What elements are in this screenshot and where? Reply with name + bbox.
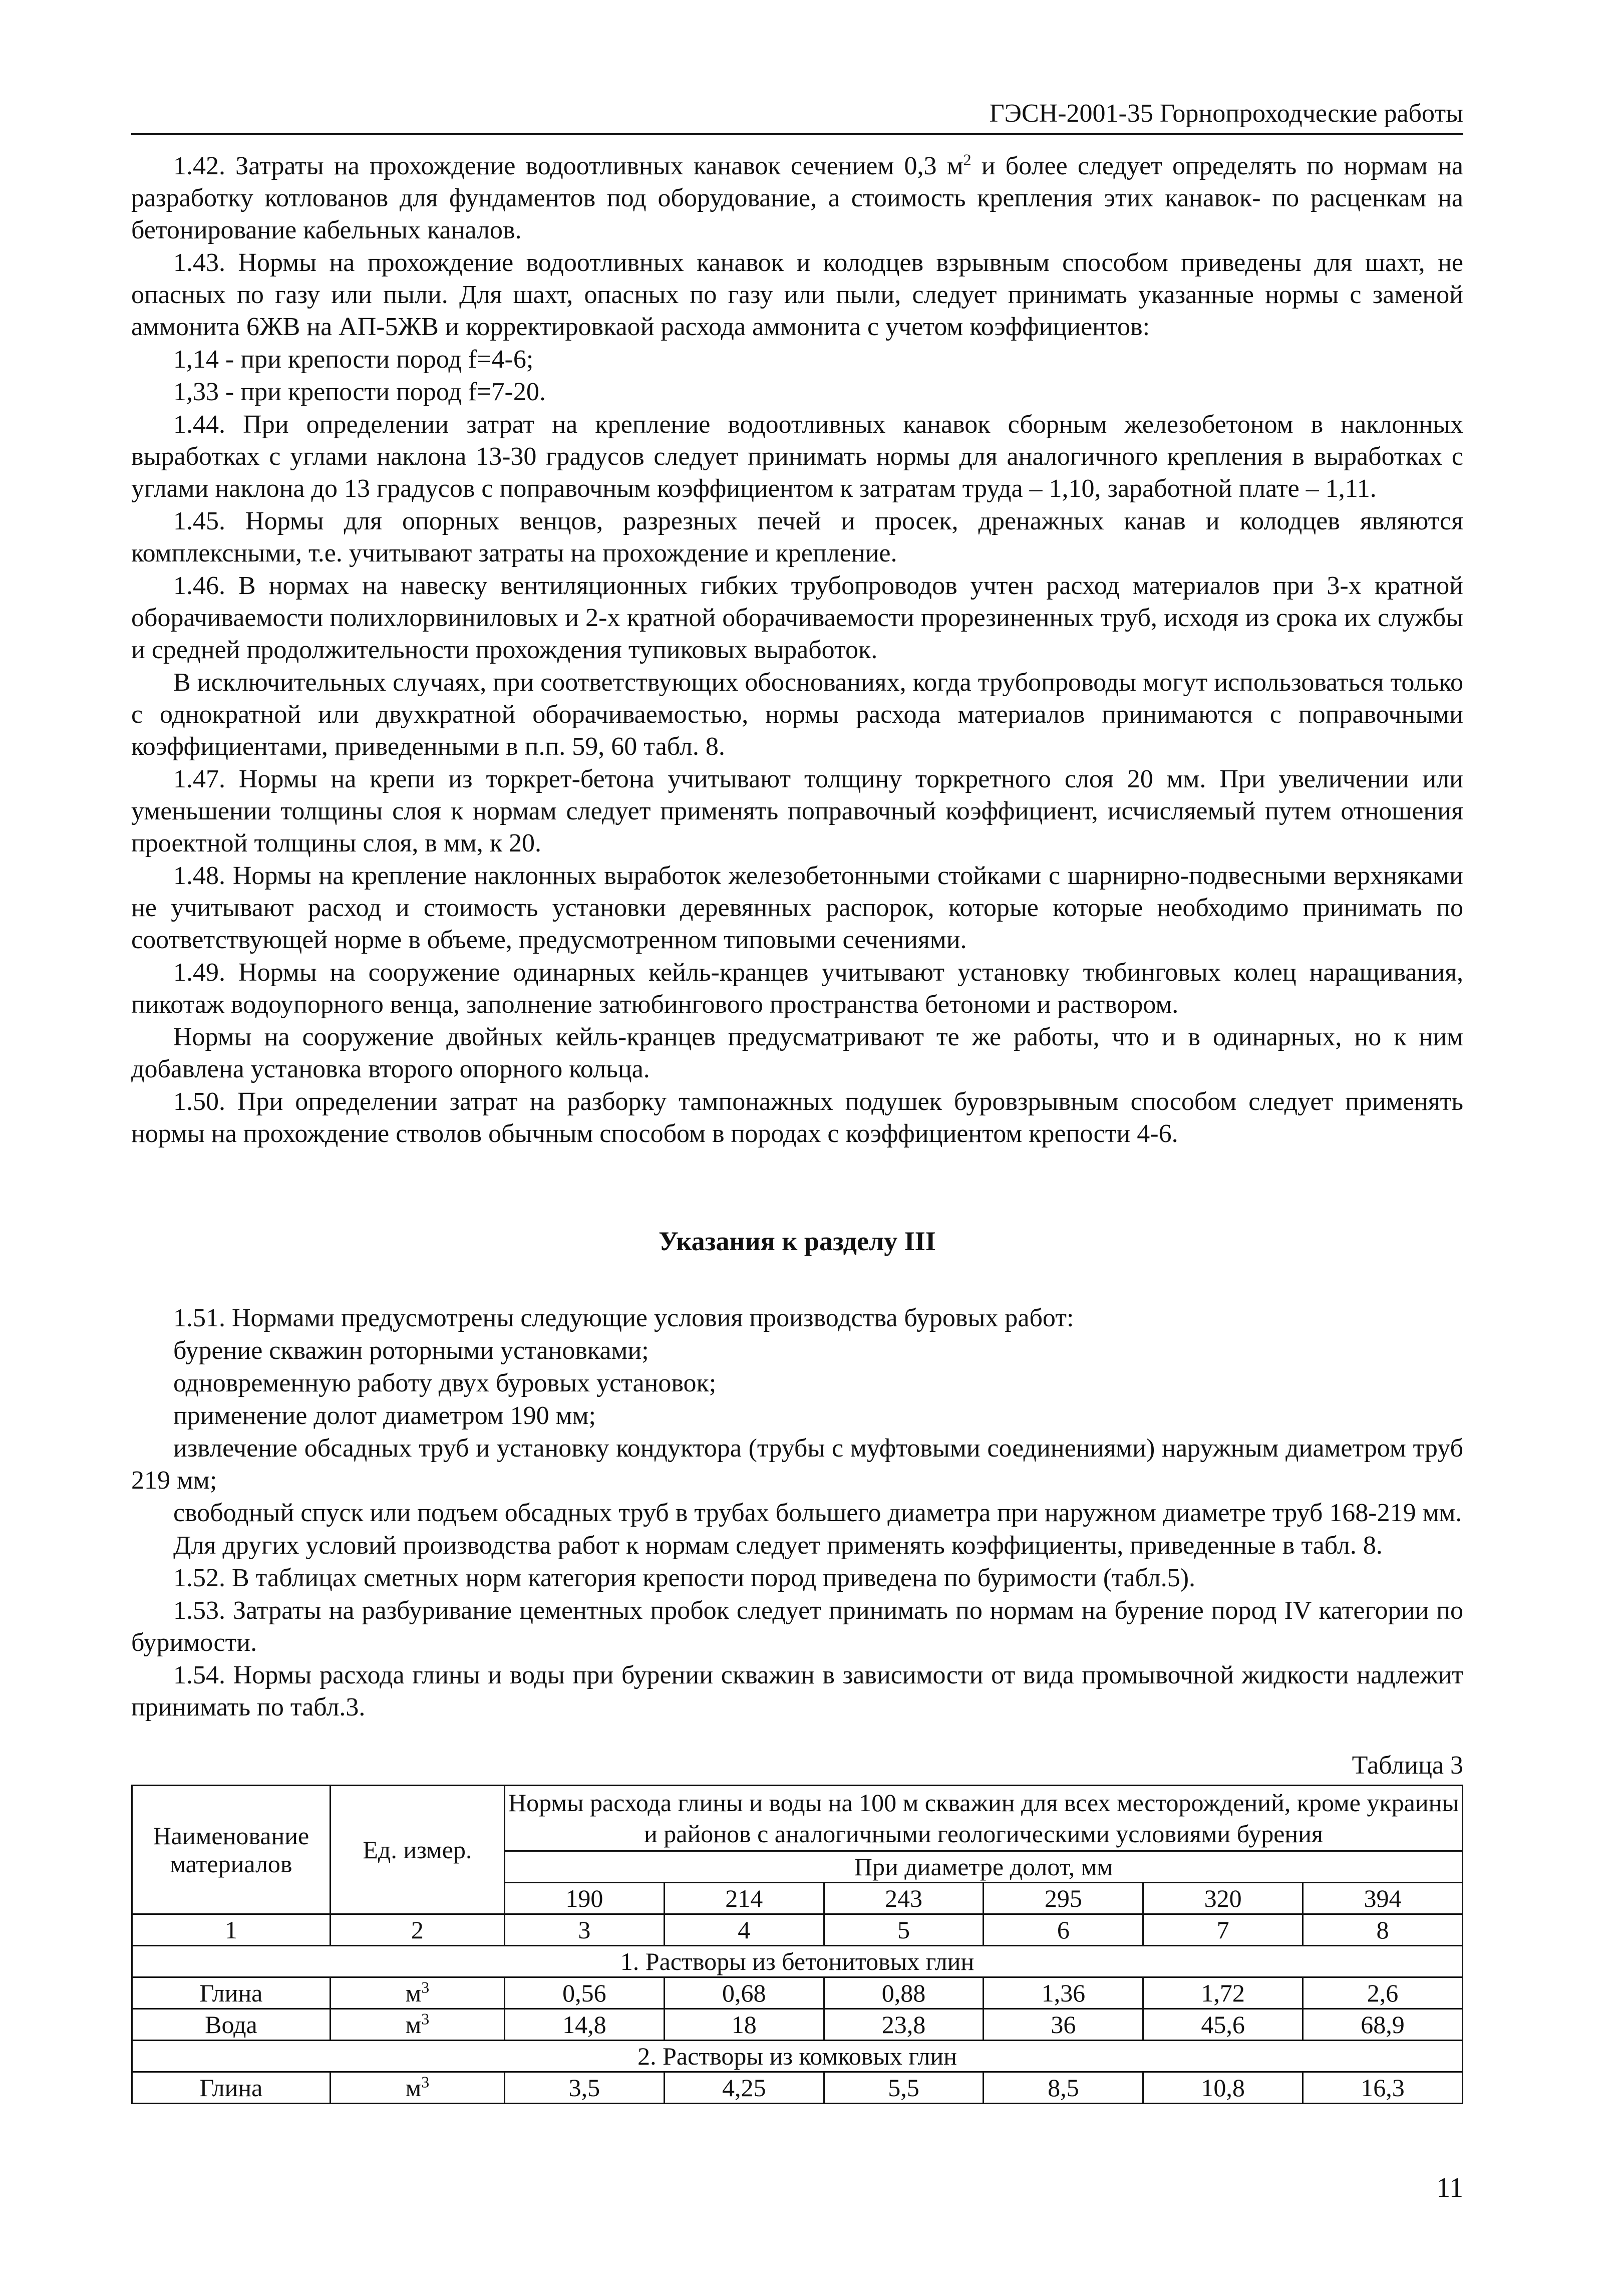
value-cell: 0,68 xyxy=(664,1977,824,2009)
value-cell: 1,72 xyxy=(1143,1977,1303,2009)
paragraph xyxy=(131,1086,1463,1150)
value-cell: 2,6 xyxy=(1303,1977,1463,2009)
material-name-cell: Вода xyxy=(132,2009,331,2041)
paragraph-text: В исключительных случаях, при соответствующих обоснованиях, когда трубопроводы могут использоваться только с однократной или двухкратной оборачиваемостью, нормы расхода материалов принимаются с поправочными коэффициентами, приведенными в п.п. 59, 60 табл. 8. xyxy=(131,668,1463,761)
value-cell: 23,8 xyxy=(824,2009,984,2041)
unit-superscript: 3 xyxy=(421,2073,430,2091)
value-cell: 18 xyxy=(664,2009,824,2041)
value-cell: 68,9 xyxy=(1303,2009,1463,2041)
table-body xyxy=(132,1946,1463,2104)
paragraph xyxy=(131,1021,1463,1085)
paragraph-text: 1.50. При определении затрат на разборку тампонажных подушек буровзрывным способом следует применять нормы на прохождение стволов обычным способом в породах с коэффициентом крепости 4-6. xyxy=(131,1087,1463,1148)
paragraph xyxy=(131,1400,1463,1432)
paragraph xyxy=(131,1367,1463,1399)
page-header xyxy=(131,98,1463,135)
paragraph xyxy=(131,1497,1463,1529)
column-number-cell: 2 xyxy=(330,1914,504,1946)
column-number-cell: 1 xyxy=(132,1914,331,1946)
paragraphs-section-a xyxy=(131,150,1463,1150)
value-cell: 1,36 xyxy=(984,1977,1143,2009)
unit-superscript: 3 xyxy=(421,1978,430,1996)
unit-superscript: 3 xyxy=(421,2010,430,2028)
diameter-cell: 190 xyxy=(504,1883,664,1914)
section-title: Указания к разделу III xyxy=(659,1226,936,1256)
paragraph-text: 1.47. Нормы на крепи из торкрет-бетона учитывают толщину торкретного слоя 20 мм. При увеличении или уменьшении толщины слоя к нормам следует применять поправочный коэффициент, исчисляемый путем отношения проектной толщины слоя, в мм, к 20. xyxy=(131,765,1463,857)
column-number-cell: 4 xyxy=(664,1914,824,1946)
column-number-row xyxy=(132,1914,1463,1946)
paragraph xyxy=(131,570,1463,666)
paragraph xyxy=(131,1432,1463,1497)
table-caption: Таблица 3 xyxy=(1352,1751,1463,1780)
unit-text: м xyxy=(405,2011,422,2039)
paragraph xyxy=(131,667,1463,763)
unit-text: м xyxy=(405,2074,422,2102)
value-cell: 10,8 xyxy=(1143,2072,1303,2104)
table-row xyxy=(132,1977,1463,2009)
header-diameter-cell: При диаметре долот, мм xyxy=(504,1851,1462,1883)
paragraph xyxy=(131,505,1463,569)
paragraph-text: Нормы на сооружение двойных кейль-кранцев предусматривают те же работы, что и в одинарных, но к ним добавлена установка второго опорного кольца. xyxy=(131,1023,1463,1083)
page-number: 11 xyxy=(1436,2172,1463,2203)
header-group-cell: Нормы расхода глины и воды на 100 м скважин для всех месторождений, кроме украины и районов с аналогичными геологическими условиями бурения xyxy=(504,1786,1462,1851)
section-title-cell: 2. Растворы из комковых глин xyxy=(132,2041,1463,2072)
column-number-cell: 7 xyxy=(1143,1914,1303,1946)
section-title-cell: 1. Растворы из бетонитовых глин xyxy=(132,1946,1463,1977)
paragraph xyxy=(131,344,1463,376)
material-name-cell: Глина xyxy=(132,2072,331,2104)
paragraph-text: 1.45. Нормы для опорных венцов, разрезных печей и просек, дренажных канав и колодцев являются комплексными, т.е. учитывают затраты на прохождение и крепление. xyxy=(131,507,1463,567)
paragraph xyxy=(131,1335,1463,1367)
table-row xyxy=(132,2072,1463,2104)
paragraph xyxy=(131,763,1463,859)
paragraph-text: свободный спуск или подъем обсадных труб в трубах большего диаметра при наружном диаметре труб 168-219 мм. xyxy=(173,1499,1462,1527)
value-cell: 5,5 xyxy=(824,2072,984,2104)
column-number-cell: 3 xyxy=(504,1914,664,1946)
superscript: 2 xyxy=(963,150,972,169)
section-row xyxy=(132,2041,1463,2072)
value-cell: 45,6 xyxy=(1143,2009,1303,2041)
unit-cell xyxy=(330,1977,504,2009)
paragraph-text: 1.43. Нормы на прохождение водоотливных канавок и колодцев взрывным способом приведены для шахт, не опасных по газу или пыли. Для шахт, опасных по газу или пыли, следует принимать указанные нормы с заменой аммонита 6ЖВ на АП-5ЖВ и корректировкаой расхода аммонита с учетом коэффициентов: xyxy=(131,248,1463,341)
paragraph-text: 1.42. Затраты на прохождение водоотливных канавок сечением 0,3 м xyxy=(173,152,963,180)
paragraphs-section-b xyxy=(131,1302,1463,1724)
paragraph-text: 1.53. Затраты на разбуривание цементных пробок следует принимать по нормам на бурение пород IV категории по буримости. xyxy=(131,1596,1463,1657)
paragraph xyxy=(131,1595,1463,1659)
value-cell: 4,25 xyxy=(664,2072,824,2104)
section-row xyxy=(132,1946,1463,1977)
paragraph xyxy=(131,376,1463,408)
value-cell: 36 xyxy=(984,2009,1143,2041)
header-name-cell: Наименование материалов xyxy=(132,1786,331,1914)
value-cell: 14,8 xyxy=(504,2009,664,2041)
unit-cell xyxy=(330,2072,504,2104)
diameter-cell: 295 xyxy=(984,1883,1143,1914)
paragraph-text-tail: и более следует определять по нормам на разработку котлованов для фундаментов под оборудование, а стоимость крепления этих канавок- по расценкам на бетонирование кабельных каналов. xyxy=(131,152,1463,244)
diameter-cell: 243 xyxy=(824,1883,984,1914)
paragraph xyxy=(131,1659,1463,1724)
unit-cell xyxy=(330,2009,504,2041)
paragraph xyxy=(131,1530,1463,1562)
column-number-cell: 5 xyxy=(824,1914,984,1946)
paragraph-text: 1.49. Нормы на сооружение одинарных кейль-кранцев учитывают установку тюбинговых колец наращивания, пикотаж водоупорного венца, заполнение затюбингового пространства бетономи и раствором. xyxy=(131,958,1463,1019)
paragraph-text: 1,14 - при крепости пород f=4-6; xyxy=(173,345,534,374)
paragraph-text: 1.44. При определении затрат на крепление водоотливных канавок сборным железобетоном в наклонных выработках с углами наклона 13-30 градусов следует принимать нормы для аналогичного крепления в выработках с углами наклона до 13 градусов с поправочным коэффициентом к затратам труда – 1,10, заработной плате – 1,11. xyxy=(131,410,1463,503)
paragraph-text: Для других условий производства работ к нормам следует применять коэффициенты, приведенные в табл. 8. xyxy=(173,1531,1383,1560)
header-unit-cell: Ед. измер. xyxy=(330,1786,504,1914)
diameter-cell: 394 xyxy=(1303,1883,1463,1914)
paragraph-text: одновременную работу двух буровых установок; xyxy=(173,1369,717,1397)
paragraph-text: 1.46. В нормах на навеску вентиляционных гибких трубопроводов учтен расход материалов при 3-х кратной оборачиваемости полихлорвиниловых и 2-х кратной оборачиваемости прорезиненных труб, исходя из срока их службы и средней продолжительности прохождения тупиковых выработок. xyxy=(131,571,1463,664)
diameter-cell: 320 xyxy=(1143,1883,1303,1914)
paragraph-text: извлечение обсадных труб и установку кондуктора (трубы с муфтовыми соединениями) наружным диаметром труб 219 мм; xyxy=(131,1434,1463,1495)
value-cell: 8,5 xyxy=(984,2072,1143,2104)
paragraph-text: применение долот диаметром 190 мм; xyxy=(173,1401,596,1430)
document-body xyxy=(131,150,1463,2104)
diameter-cell: 214 xyxy=(664,1883,824,1914)
paragraph-text: 1.48. Нормы на крепление наклонных выработок железобетонными стойками с шарнирно-подвесными верхняками не учитывают расход и стоимость установки деревянных распорок, которые которые необходимо принимать по соответствующей норме в объеме, предусмотренном типовыми сечениями. xyxy=(131,862,1463,954)
column-number-cell: 6 xyxy=(984,1914,1143,1946)
material-name-cell: Глина xyxy=(132,1977,331,2009)
header-title: ГЭСН-2001-35 Горнопроходческие работы xyxy=(989,99,1463,128)
table-row xyxy=(132,2009,1463,2041)
norms-table xyxy=(131,1785,1463,2104)
column-number-cell: 8 xyxy=(1303,1914,1463,1946)
paragraph xyxy=(131,957,1463,1021)
value-cell: 3,5 xyxy=(504,2072,664,2104)
paragraph xyxy=(131,1562,1463,1594)
value-cell: 0,56 xyxy=(504,1977,664,2009)
paragraph xyxy=(131,1302,1463,1334)
paragraph-text: 1.51. Нормами предусмотрены следующие условия производства буровых работ: xyxy=(173,1304,1074,1332)
paragraph xyxy=(131,150,1463,246)
paragraph xyxy=(131,409,1463,505)
paragraph xyxy=(131,860,1463,956)
value-cell: 16,3 xyxy=(1303,2072,1463,2104)
unit-text: м xyxy=(405,1979,422,2007)
value-cell: 0,88 xyxy=(824,1977,984,2009)
paragraph-text: 1.52. В таблицах сметных норм категория крепости пород приведена по буримости (табл.5). xyxy=(173,1564,1196,1592)
paragraph xyxy=(131,247,1463,343)
paragraph-text: 1.54. Нормы расхода глины и воды при бурении скважин в зависимости от вида промывочной жидкости надлежит принимать по табл.3. xyxy=(131,1661,1463,1721)
paragraph-text: бурение скважин роторными установками; xyxy=(173,1336,649,1365)
paragraph-text: 1,33 - при крепости пород f=7-20. xyxy=(173,378,546,406)
